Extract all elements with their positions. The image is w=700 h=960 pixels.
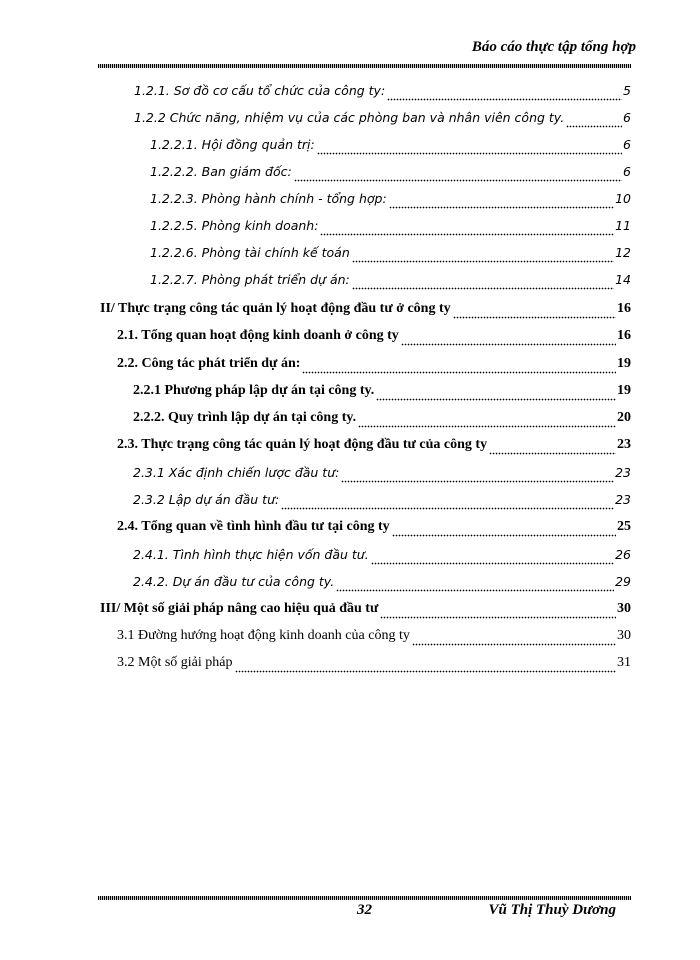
toc-entry-1-2-1[interactable] — [134, 81, 631, 101]
toc-leader-dots — [453, 304, 616, 319]
toc-leader-dots — [389, 194, 614, 209]
toc-entry-2-3-1[interactable] — [133, 463, 631, 483]
toc-entry-page: 26 — [615, 547, 631, 562]
toc-entry-1-2-2-5[interactable] — [150, 216, 631, 236]
toc-leader-dots — [352, 275, 614, 290]
toc-leader-dots — [401, 331, 616, 346]
toc-entry-1-2-2[interactable] — [134, 108, 631, 128]
toc-entry-text: 2.2. Công tác phát triển dự án: — [117, 356, 301, 371]
toc-entry-2-1[interactable] — [117, 326, 631, 346]
toc-leader-dots — [376, 386, 616, 401]
toc-entry-text: 2.3.2 Lập dự án đầu tư: — [133, 492, 280, 507]
toc-entry-page: 6 — [623, 137, 631, 152]
toc-entry-page: 14 — [615, 272, 631, 287]
toc-entry-text: 3.1 Đường hướng hoạt động kinh doanh của công ty — [117, 628, 410, 643]
toc-entry-page: 23 — [615, 492, 631, 507]
toc-entry-text: 2.1. Tổng quan hoạt động kinh doanh ở công ty — [117, 328, 399, 343]
toc-entry-2-4[interactable] — [117, 517, 631, 537]
toc-entry-page: 6 — [623, 164, 631, 179]
toc-entry-page: 10 — [615, 191, 631, 206]
toc-entry-page: 20 — [617, 410, 631, 425]
footer-rule — [98, 896, 631, 900]
toc-leader-dots — [387, 86, 622, 101]
page-number: 32 — [357, 902, 372, 918]
toc-entry-text: III/ Một số giải pháp nâng cao hiệu quả đầu tư — [100, 601, 379, 616]
toc-entry-page: 31 — [617, 655, 631, 670]
toc-entry-3-1[interactable] — [117, 626, 631, 646]
toc-leader-dots — [392, 522, 616, 537]
toc-entry-chapter-2[interactable] — [100, 299, 631, 319]
toc-leader-dots — [380, 604, 616, 619]
toc-entry-2-2-1[interactable] — [133, 381, 631, 401]
toc-leader-dots — [281, 495, 614, 510]
toc-entry-chapter-3[interactable] — [100, 599, 631, 619]
toc-entry-page: 30 — [617, 601, 631, 616]
toc-entry-text: 1.2.2 Chức năng, nhiệm vụ của các phòng ban và nhân viên công ty. — [134, 110, 565, 125]
toc-entry-text: 2.2.1 Phương pháp lập dự án tại công ty. — [133, 383, 375, 398]
toc-entry-page: 29 — [615, 574, 631, 589]
toc-entry-page: 23 — [615, 465, 631, 480]
toc-entry-text: 3.2 Một số giải pháp — [117, 655, 233, 670]
toc-leader-dots — [317, 140, 622, 155]
toc-entry-text: 1.2.2.7. Phòng phát triển dự án: — [150, 272, 350, 287]
toc-entry-text: 1.2.2.1. Hội đồng quản trị: — [150, 137, 315, 152]
toc-entry-1-2-2-7[interactable] — [150, 270, 631, 290]
toc-entry-1-2-2-6[interactable] — [150, 243, 631, 263]
toc-leader-dots — [294, 167, 622, 182]
toc-entry-page: 23 — [617, 437, 631, 452]
toc-leader-dots — [320, 221, 614, 236]
toc-entry-text: 1.2.1. Sơ đồ cơ cấu tổ chức của công ty: — [134, 83, 386, 98]
toc-leader-dots — [371, 550, 614, 565]
toc-entry-page: 16 — [617, 328, 631, 343]
toc-entry-page: 19 — [617, 383, 631, 398]
toc-entry-text: 1.2.2.3. Phòng hành chính - tổng hợp: — [150, 191, 387, 206]
toc-entry-2-3[interactable] — [117, 435, 631, 455]
toc-leader-dots — [341, 468, 614, 483]
toc-entry-3-2[interactable] — [117, 653, 631, 673]
toc-leader-dots — [302, 359, 616, 374]
header-title: Báo cáo thực tập tổng hợp — [471, 39, 636, 55]
toc-entry-page: 25 — [617, 519, 631, 534]
toc-entry-text: 2.4. Tổng quan về tình hình đầu tư tại công ty — [117, 519, 390, 534]
toc-entry-text: 1.2.2.5. Phòng kinh doanh: — [150, 218, 319, 233]
toc-leader-dots — [358, 413, 616, 428]
toc-leader-dots — [235, 658, 617, 673]
toc-leader-dots — [489, 440, 616, 455]
toc-entry-1-2-2-3[interactable] — [150, 189, 631, 209]
toc-entry-1-2-2-2[interactable] — [150, 162, 631, 182]
toc-leader-dots — [336, 577, 614, 592]
toc-entry-2-2-2[interactable] — [133, 408, 631, 428]
header-rule — [98, 64, 631, 68]
toc-leader-dots — [352, 248, 614, 263]
toc-entry-text: 2.2.2. Quy trình lập dự án tại công ty. — [133, 410, 357, 425]
toc-leader-dots — [412, 631, 616, 646]
toc-entry-text: 1.2.2.2. Ban giám đốc: — [150, 164, 292, 179]
toc-entry-text: II/ Thực trạng công tác quản lý hoạt động đầu tư ở công ty — [100, 301, 451, 316]
toc-entry-text: 2.3.1 Xác định chiến lược đầu tư: — [133, 465, 340, 480]
toc-entry-page: 12 — [615, 245, 631, 260]
toc-entry-2-4-1[interactable] — [133, 545, 631, 565]
toc-leader-dots — [566, 113, 622, 128]
toc-entry-2-2[interactable] — [117, 354, 631, 374]
toc-entry-2-3-2[interactable] — [133, 490, 631, 510]
toc-entry-page: 30 — [617, 628, 631, 643]
toc-entry-text: 2.4.2. Dự án đầu tư của công ty. — [133, 574, 335, 589]
toc-entry-page: 5 — [623, 83, 631, 98]
toc-entry-2-4-2[interactable] — [133, 572, 631, 592]
toc-entry-text: 1.2.2.6. Phòng tài chính kế toán — [150, 245, 350, 260]
toc-entry-1-2-2-1[interactable] — [150, 135, 631, 155]
toc-entry-page: 11 — [615, 218, 631, 233]
toc-entry-page: 6 — [623, 110, 631, 125]
toc-entry-text: 2.4.1. Tình hình thực hiện vốn đầu tư. — [133, 547, 369, 562]
toc-entry-page: 19 — [617, 356, 631, 371]
toc-entry-text: 2.3. Thực trạng công tác quản lý hoạt động đầu tư của công ty — [117, 437, 488, 452]
toc-entry-page: 16 — [617, 301, 631, 316]
footer-author: Vũ Thị Thuỳ Dương — [488, 902, 616, 918]
